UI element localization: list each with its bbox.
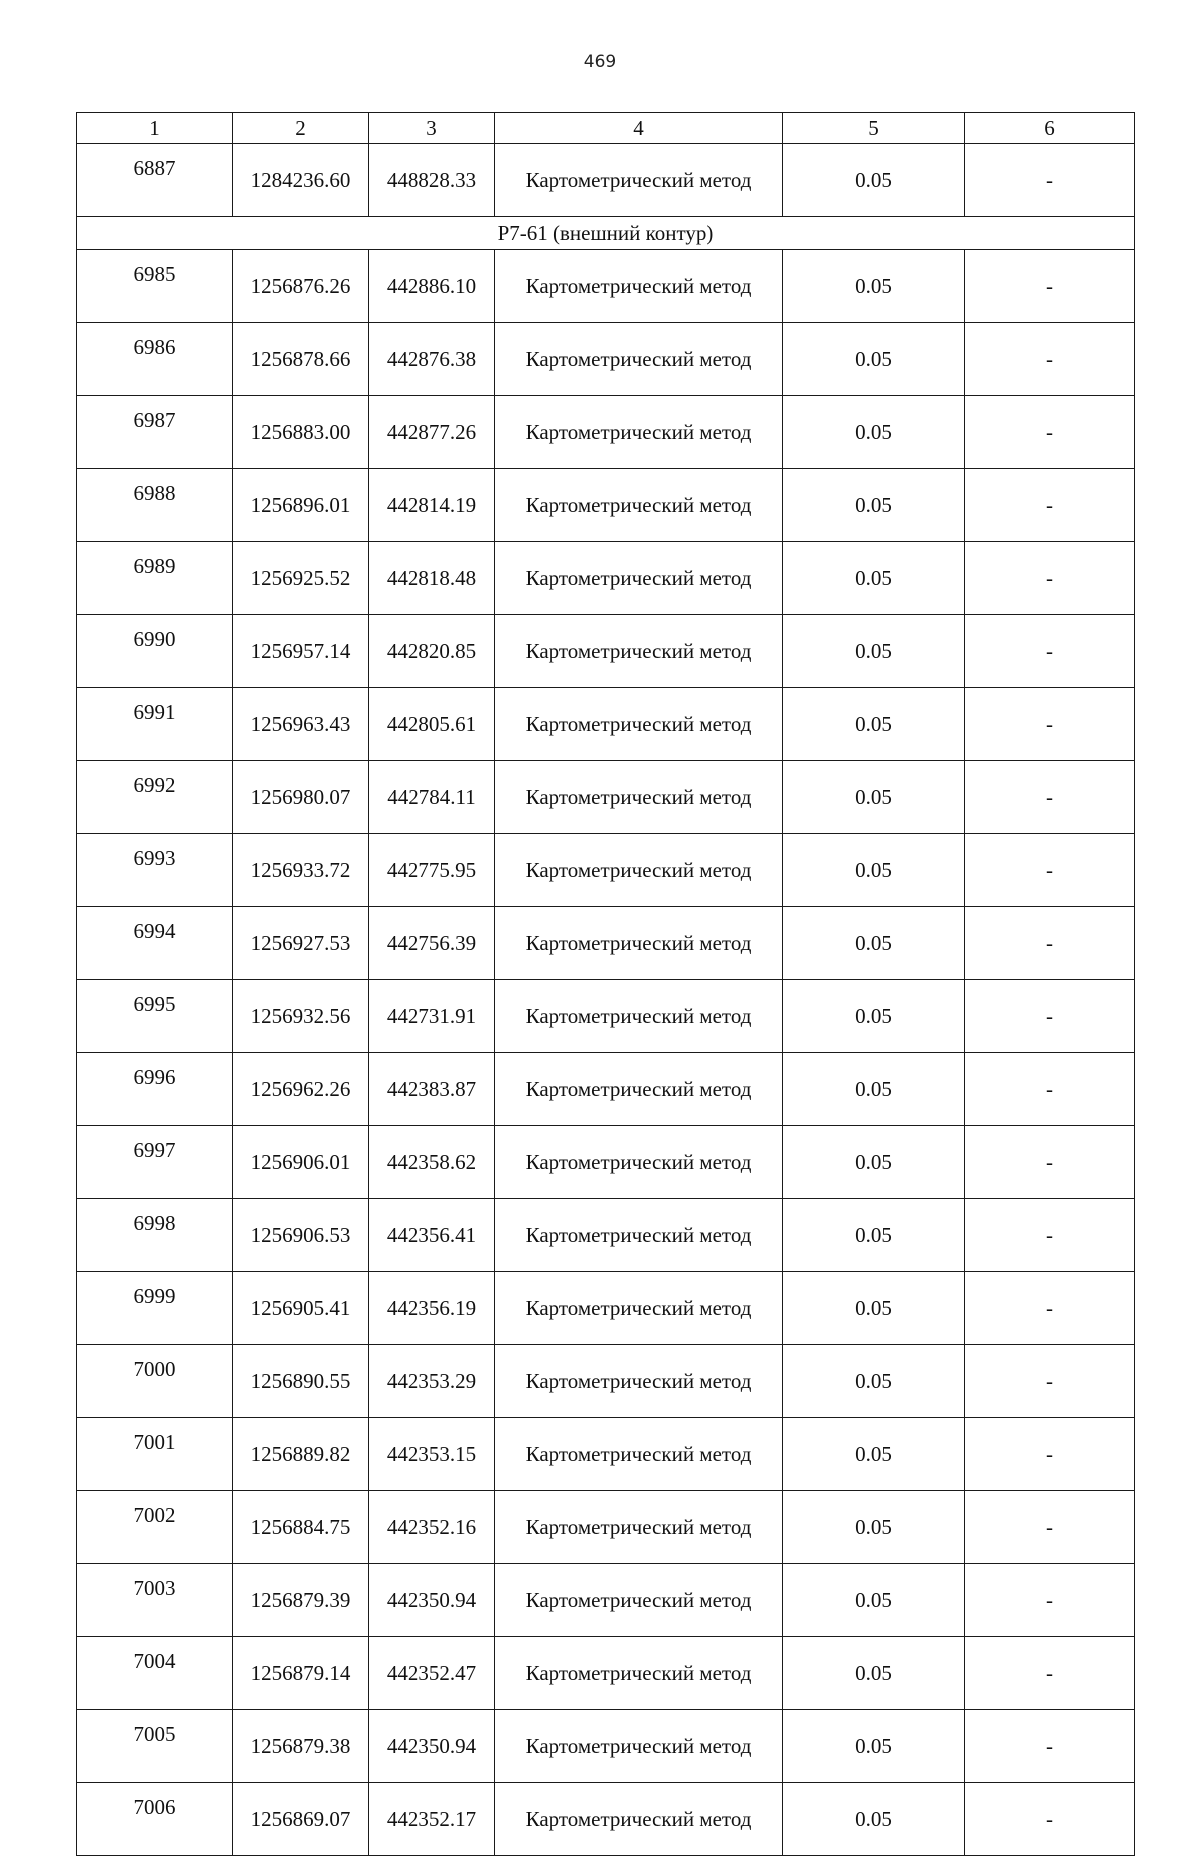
note-cell: - — [965, 1710, 1135, 1783]
point-number-cell: 6999 — [77, 1272, 233, 1345]
x-coordinate-cell: 1256876.26 — [233, 250, 369, 323]
table-row — [77, 323, 1135, 396]
y-coordinate-cell: 442358.62 — [369, 1126, 495, 1199]
note-cell: - — [965, 1053, 1135, 1126]
accuracy-cell: 0.05 — [783, 1418, 965, 1491]
table-row — [77, 980, 1135, 1053]
note-cell: - — [965, 1418, 1135, 1491]
point-number-cell: 6988 — [77, 469, 233, 542]
note-cell: - — [965, 1272, 1135, 1345]
method-cell: Картометрический метод — [495, 1053, 783, 1126]
accuracy-cell: 0.05 — [783, 615, 965, 688]
note-cell: - — [965, 1199, 1135, 1272]
y-coordinate-cell: 442886.10 — [369, 250, 495, 323]
y-coordinate-cell: 442353.29 — [369, 1345, 495, 1418]
point-number-cell: 7005 — [77, 1710, 233, 1783]
accuracy-cell: 0.05 — [783, 834, 965, 907]
accuracy-cell: 0.05 — [783, 907, 965, 980]
table-row — [77, 1345, 1135, 1418]
table-row — [77, 1783, 1135, 1856]
point-number-cell: 6997 — [77, 1126, 233, 1199]
accuracy-cell: 0.05 — [783, 1053, 965, 1126]
y-coordinate-cell: 442356.19 — [369, 1272, 495, 1345]
method-cell: Картометрический метод — [495, 1272, 783, 1345]
y-coordinate-cell: 448828.33 — [369, 144, 495, 217]
accuracy-cell: 0.05 — [783, 688, 965, 761]
y-coordinate-cell: 442353.15 — [369, 1418, 495, 1491]
method-cell: Картометрический метод — [495, 761, 783, 834]
accuracy-cell: 0.05 — [783, 1564, 965, 1637]
y-coordinate-cell: 442820.85 — [369, 615, 495, 688]
note-cell: - — [965, 1637, 1135, 1710]
table-row — [77, 834, 1135, 907]
x-coordinate-cell: 1256963.43 — [233, 688, 369, 761]
method-cell: Картометрический метод — [495, 1710, 783, 1783]
x-coordinate-cell: 1256884.75 — [233, 1491, 369, 1564]
coordinates-table — [76, 112, 1135, 1856]
method-cell: Картометрический метод — [495, 907, 783, 980]
point-number-cell: 6996 — [77, 1053, 233, 1126]
x-coordinate-cell: 1256896.01 — [233, 469, 369, 542]
note-cell: - — [965, 1491, 1135, 1564]
point-number-cell: 7002 — [77, 1491, 233, 1564]
accuracy-cell: 0.05 — [783, 1199, 965, 1272]
point-number-cell: 6989 — [77, 542, 233, 615]
table-header — [77, 113, 1135, 144]
table-row — [77, 1564, 1135, 1637]
table-body — [77, 144, 1135, 1856]
x-coordinate-cell: 1256906.01 — [233, 1126, 369, 1199]
note-cell: - — [965, 1783, 1135, 1856]
note-cell: - — [965, 907, 1135, 980]
point-number-cell: 6887 — [77, 144, 233, 217]
method-cell: Картометрический метод — [495, 1564, 783, 1637]
x-coordinate-cell: 1256905.41 — [233, 1272, 369, 1345]
method-cell: Картометрический метод — [495, 688, 783, 761]
y-coordinate-cell: 442818.48 — [369, 542, 495, 615]
accuracy-cell: 0.05 — [783, 761, 965, 834]
y-coordinate-cell: 442352.17 — [369, 1783, 495, 1856]
y-coordinate-cell: 442350.94 — [369, 1710, 495, 1783]
x-coordinate-cell: 1256933.72 — [233, 834, 369, 907]
x-coordinate-cell: 1256890.55 — [233, 1345, 369, 1418]
y-coordinate-cell: 442876.38 — [369, 323, 495, 396]
table-row — [77, 1272, 1135, 1345]
table-row — [77, 1418, 1135, 1491]
point-number-cell: 6991 — [77, 688, 233, 761]
note-cell: - — [965, 1564, 1135, 1637]
x-coordinate-cell: 1256879.14 — [233, 1637, 369, 1710]
note-cell: - — [965, 615, 1135, 688]
y-coordinate-cell: 442814.19 — [369, 469, 495, 542]
table-row — [77, 144, 1135, 217]
point-number-cell: 7000 — [77, 1345, 233, 1418]
column-header: 3 — [369, 113, 495, 144]
y-coordinate-cell: 442350.94 — [369, 1564, 495, 1637]
table-row — [77, 542, 1135, 615]
accuracy-cell: 0.05 — [783, 1783, 965, 1856]
accuracy-cell: 0.05 — [783, 1126, 965, 1199]
accuracy-cell: 0.05 — [783, 396, 965, 469]
method-cell: Картометрический метод — [495, 1491, 783, 1564]
point-number-cell: 6995 — [77, 980, 233, 1053]
point-number-cell: 7001 — [77, 1418, 233, 1491]
y-coordinate-cell: 442805.61 — [369, 688, 495, 761]
table-row — [77, 1199, 1135, 1272]
column-header: 4 — [495, 113, 783, 144]
section-row — [77, 217, 1135, 250]
y-coordinate-cell: 442877.26 — [369, 396, 495, 469]
accuracy-cell: 0.05 — [783, 469, 965, 542]
note-cell: - — [965, 396, 1135, 469]
column-header: 6 — [965, 113, 1135, 144]
method-cell: Картометрический метод — [495, 1126, 783, 1199]
x-coordinate-cell: 1256878.66 — [233, 323, 369, 396]
point-number-cell: 7004 — [77, 1637, 233, 1710]
section-title: Р7-61 (внешний контур) — [77, 217, 1135, 250]
column-header: 1 — [77, 113, 233, 144]
column-header: 5 — [783, 113, 965, 144]
accuracy-cell: 0.05 — [783, 1637, 965, 1710]
method-cell: Картометрический метод — [495, 323, 783, 396]
x-coordinate-cell: 1284236.60 — [233, 144, 369, 217]
note-cell: - — [965, 469, 1135, 542]
y-coordinate-cell: 442352.47 — [369, 1637, 495, 1710]
x-coordinate-cell: 1256932.56 — [233, 980, 369, 1053]
y-coordinate-cell: 442784.11 — [369, 761, 495, 834]
table-row — [77, 469, 1135, 542]
note-cell: - — [965, 1345, 1135, 1418]
note-cell: - — [965, 980, 1135, 1053]
point-number-cell: 6993 — [77, 834, 233, 907]
table-row — [77, 615, 1135, 688]
accuracy-cell: 0.05 — [783, 1272, 965, 1345]
point-number-cell: 7003 — [77, 1564, 233, 1637]
method-cell: Картометрический метод — [495, 542, 783, 615]
note-cell: - — [965, 834, 1135, 907]
accuracy-cell: 0.05 — [783, 323, 965, 396]
x-coordinate-cell: 1256980.07 — [233, 761, 369, 834]
note-cell: - — [965, 761, 1135, 834]
point-number-cell: 6985 — [77, 250, 233, 323]
y-coordinate-cell: 442775.95 — [369, 834, 495, 907]
column-header: 2 — [233, 113, 369, 144]
accuracy-cell: 0.05 — [783, 250, 965, 323]
x-coordinate-cell: 1256869.07 — [233, 1783, 369, 1856]
note-cell: - — [965, 144, 1135, 217]
point-number-cell: 7006 — [77, 1783, 233, 1856]
x-coordinate-cell: 1256925.52 — [233, 542, 369, 615]
point-number-cell: 6994 — [77, 907, 233, 980]
accuracy-cell: 0.05 — [783, 542, 965, 615]
note-cell: - — [965, 323, 1135, 396]
y-coordinate-cell: 442356.41 — [369, 1199, 495, 1272]
table-row — [77, 907, 1135, 980]
method-cell: Картометрический метод — [495, 615, 783, 688]
method-cell: Картометрический метод — [495, 1637, 783, 1710]
method-cell: Картометрический метод — [495, 1199, 783, 1272]
point-number-cell: 6998 — [77, 1199, 233, 1272]
accuracy-cell: 0.05 — [783, 980, 965, 1053]
y-coordinate-cell: 442731.91 — [369, 980, 495, 1053]
table-row — [77, 1053, 1135, 1126]
method-cell: Картометрический метод — [495, 1783, 783, 1856]
note-cell: - — [965, 688, 1135, 761]
table-row — [77, 688, 1135, 761]
note-cell: - — [965, 542, 1135, 615]
point-number-cell: 6986 — [77, 323, 233, 396]
x-coordinate-cell: 1256906.53 — [233, 1199, 369, 1272]
header-row — [77, 113, 1135, 144]
x-coordinate-cell: 1256879.38 — [233, 1710, 369, 1783]
point-number-cell: 6990 — [77, 615, 233, 688]
note-cell: - — [965, 250, 1135, 323]
table-row — [77, 1637, 1135, 1710]
accuracy-cell: 0.05 — [783, 1491, 965, 1564]
point-number-cell: 6987 — [77, 396, 233, 469]
table-row — [77, 1491, 1135, 1564]
method-cell: Картометрический метод — [495, 469, 783, 542]
y-coordinate-cell: 442383.87 — [369, 1053, 495, 1126]
x-coordinate-cell: 1256883.00 — [233, 396, 369, 469]
x-coordinate-cell: 1256962.26 — [233, 1053, 369, 1126]
method-cell: Картометрический метод — [495, 144, 783, 217]
page-number: 469 — [583, 52, 617, 72]
method-cell: Картометрический метод — [495, 980, 783, 1053]
table-row — [77, 1710, 1135, 1783]
point-number-cell: 6992 — [77, 761, 233, 834]
x-coordinate-cell: 1256879.39 — [233, 1564, 369, 1637]
accuracy-cell: 0.05 — [783, 144, 965, 217]
method-cell: Картометрический метод — [495, 1345, 783, 1418]
method-cell: Картометрический метод — [495, 250, 783, 323]
table-row — [77, 761, 1135, 834]
accuracy-cell: 0.05 — [783, 1710, 965, 1783]
y-coordinate-cell: 442352.16 — [369, 1491, 495, 1564]
table-row — [77, 396, 1135, 469]
method-cell: Картометрический метод — [495, 396, 783, 469]
table-row — [77, 1126, 1135, 1199]
accuracy-cell: 0.05 — [783, 1345, 965, 1418]
y-coordinate-cell: 442756.39 — [369, 907, 495, 980]
x-coordinate-cell: 1256957.14 — [233, 615, 369, 688]
method-cell: Картометрический метод — [495, 1418, 783, 1491]
note-cell: - — [965, 1126, 1135, 1199]
x-coordinate-cell: 1256927.53 — [233, 907, 369, 980]
method-cell: Картометрический метод — [495, 834, 783, 907]
table-row — [77, 250, 1135, 323]
x-coordinate-cell: 1256889.82 — [233, 1418, 369, 1491]
